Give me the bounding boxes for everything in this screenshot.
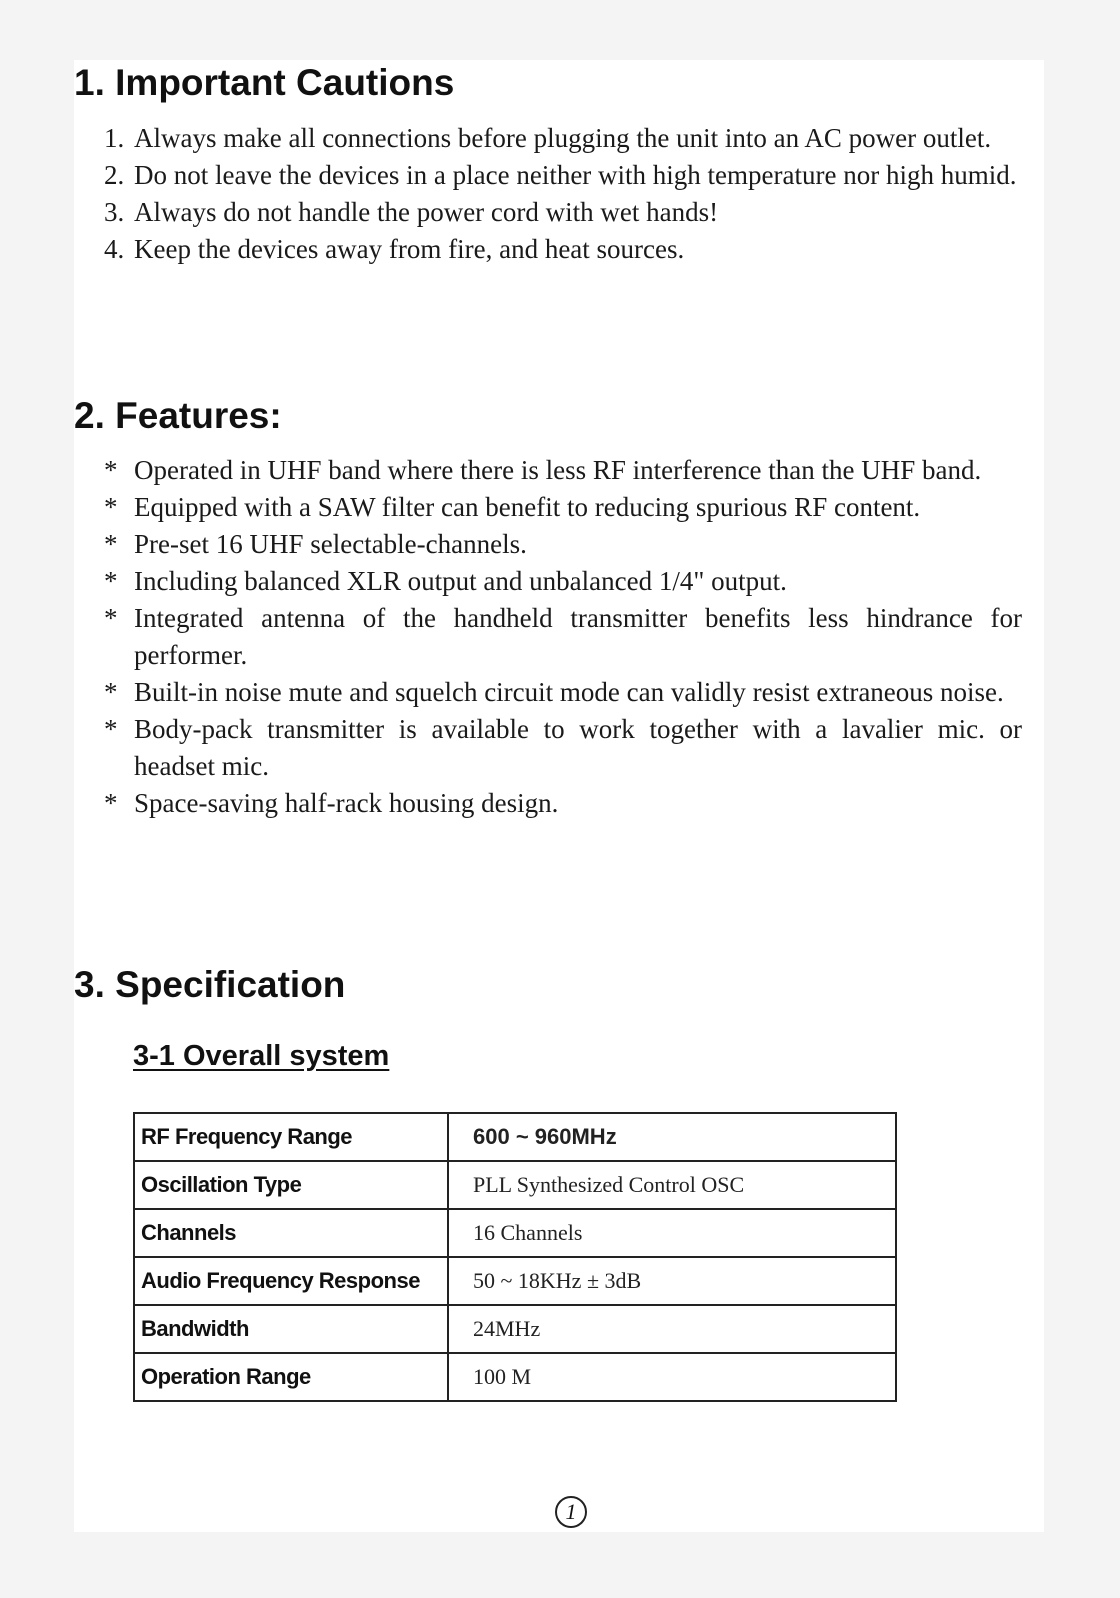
list-item (104, 452, 1022, 489)
list-item (104, 120, 1022, 157)
table-row (134, 1113, 896, 1161)
spec-value: 600 ~ 960MHz (448, 1113, 896, 1161)
spec-label: Operation Range (134, 1353, 448, 1401)
list-marker: * (104, 788, 118, 818)
cautions-list (104, 120, 1022, 268)
list-item (104, 785, 1022, 822)
list-item-text: Keep the devices away from fire, and heat sources. (134, 234, 685, 264)
spec-label: Channels (134, 1209, 448, 1257)
list-item-text: Always make all connections before plugging the unit into an AC power outlet. (134, 123, 992, 153)
list-item-text: Space-saving half-rack housing design. (134, 788, 559, 818)
list-marker: 4. (104, 234, 125, 264)
list-marker: 2. (104, 160, 125, 190)
list-marker: * (104, 566, 118, 596)
table-row (134, 1353, 896, 1401)
page-number: 1 (555, 1496, 587, 1528)
list-item (104, 157, 1022, 194)
list-item (104, 231, 1022, 268)
list-item (104, 489, 1022, 526)
features-list (104, 452, 1022, 822)
spec-label: RF Frequency Range (134, 1113, 448, 1161)
list-marker: * (104, 677, 118, 707)
list-item-text: Including balanced XLR output and unbalanced 1/4" output. (134, 566, 787, 596)
spec-label: Bandwidth (134, 1305, 448, 1353)
list-item-text: Pre-set 16 UHF selectable-channels. (134, 529, 527, 559)
list-item (104, 711, 1022, 785)
list-item (104, 526, 1022, 563)
list-item-text: Operated in UHF band where there is less RF interference than the UHF band. (134, 455, 982, 485)
table-row (134, 1209, 896, 1257)
list-item (104, 600, 1022, 674)
list-item-text: Built-in noise mute and squelch circuit mode can validly resist extraneous noise. (134, 677, 1004, 707)
spec-value: 24MHz (448, 1305, 896, 1353)
table-row (134, 1161, 896, 1209)
section-title-specification: 3. Specification (74, 964, 346, 1005)
list-marker: * (104, 714, 118, 744)
list-marker: * (104, 529, 118, 559)
manual-page (74, 60, 1044, 1532)
list-item-text: Body-pack transmitter is available to work together with a lavalier mic. or headset mic. (134, 714, 1022, 781)
list-item-text: Always do not handle the power cord with wet hands! (134, 197, 719, 227)
list-marker: 1. (104, 123, 125, 153)
table-row (134, 1305, 896, 1353)
list-item-text: Integrated antenna of the handheld transmitter benefits less hindrance for performer. (134, 603, 1022, 670)
spec-label: Oscillation Type (134, 1161, 448, 1209)
section-title-cautions: 1. Important Cautions (74, 62, 455, 103)
spec-value: PLL Synthesized Control OSC (448, 1161, 896, 1209)
spec-value: 50 ~ 18KHz ± 3dB (448, 1257, 896, 1305)
spec-table (133, 1112, 897, 1402)
list-marker: * (104, 492, 118, 522)
list-marker: * (104, 603, 118, 633)
list-item (104, 563, 1022, 600)
spec-value: 16 Channels (448, 1209, 896, 1257)
spec-label: Audio Frequency Response (134, 1257, 448, 1305)
section-title-features: 2. Features: (74, 395, 282, 436)
list-item-text: Equipped with a SAW filter can benefit to reducing spurious RF content. (134, 492, 921, 522)
list-item (104, 194, 1022, 231)
list-item-text: Do not leave the devices in a place neither with high temperature nor high humid. (134, 160, 1017, 190)
list-marker: 3. (104, 197, 125, 227)
list-item (104, 674, 1022, 711)
table-row (134, 1257, 896, 1305)
subsection-title-overall-system: 3-1 Overall system (133, 1040, 390, 1072)
list-marker: * (104, 455, 118, 485)
spec-value: 100 M (448, 1353, 896, 1401)
